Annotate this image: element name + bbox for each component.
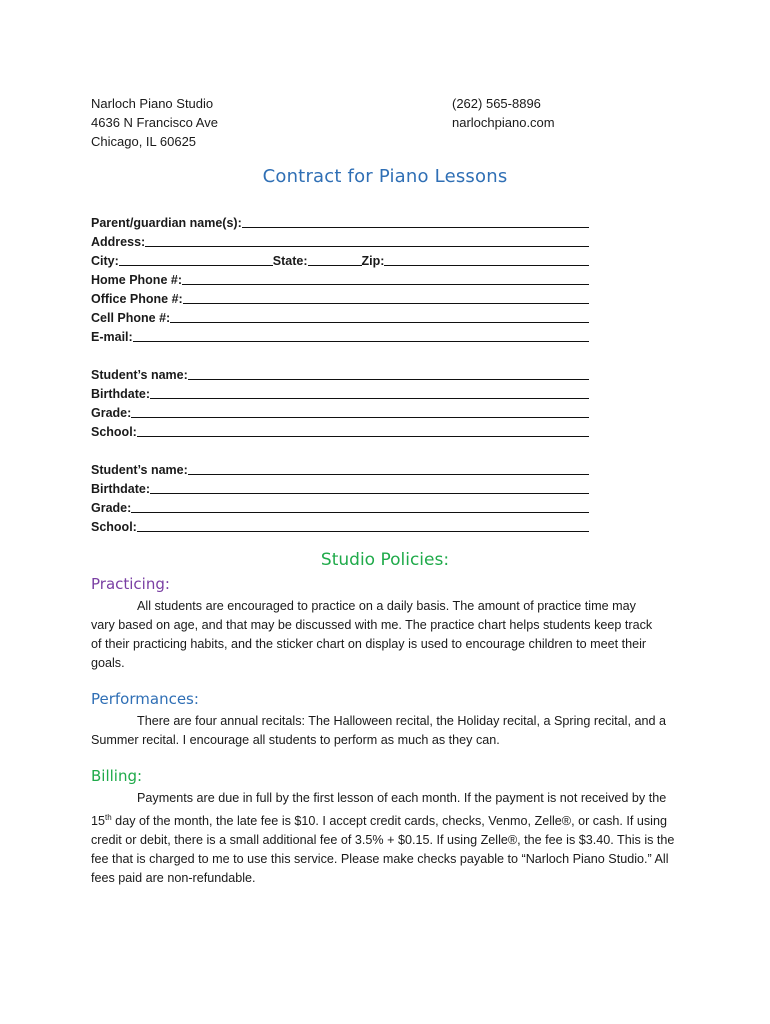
grade-row xyxy=(91,496,589,515)
student-2-form xyxy=(91,458,589,534)
practicing-heading: Practicing: xyxy=(91,575,170,593)
student-name-label: Student’s name: xyxy=(91,368,188,382)
performances-section xyxy=(91,690,681,750)
city-label: City: xyxy=(91,254,119,268)
school-label: School: xyxy=(91,520,137,534)
practicing-body: All students are encouraged to practice on a daily basis. The amount of practice time may vary based on age, and that may be discussed with me. The practice chart helps students keep track of their practicing habits, and the sticker chart on display is used to encourage children to meet their goals. xyxy=(91,599,653,670)
city-state-zip-row xyxy=(91,249,589,268)
billing-section xyxy=(91,767,681,888)
grade-field[interactable] xyxy=(131,403,589,418)
grade-label: Grade: xyxy=(91,406,132,420)
email-row xyxy=(91,325,589,344)
address-label: Address: xyxy=(91,235,146,249)
student-1-form xyxy=(91,363,589,439)
city-field[interactable] xyxy=(119,251,273,266)
birthdate-label: Birthdate: xyxy=(91,482,151,496)
page-title: Contract for Piano Lessons xyxy=(262,166,508,187)
guardian-row xyxy=(91,211,589,230)
birthdate-field[interactable] xyxy=(150,479,589,494)
birthdate-label: Birthdate: xyxy=(91,387,151,401)
email-label: E-mail: xyxy=(91,330,133,344)
zip-label: Zip: xyxy=(361,254,385,268)
home-phone-field[interactable] xyxy=(182,270,589,285)
student-name-row xyxy=(91,458,589,477)
school-row xyxy=(91,420,589,439)
birthdate-field[interactable] xyxy=(150,384,589,399)
studio-city: Chicago, IL 60625 xyxy=(91,134,197,149)
birthdate-row xyxy=(91,382,589,401)
guardian-field[interactable] xyxy=(242,213,589,228)
home-phone-label: Home Phone #: xyxy=(91,273,182,287)
studio-contact-block xyxy=(452,94,555,132)
state-label: State: xyxy=(272,254,308,268)
cell-phone-row xyxy=(91,306,589,325)
office-phone-field[interactable] xyxy=(183,289,589,304)
student-name-field[interactable] xyxy=(188,460,589,475)
office-phone-label: Office Phone #: xyxy=(91,292,183,306)
student-name-field[interactable] xyxy=(188,365,589,380)
parent-info-form xyxy=(91,211,589,344)
email-field[interactable] xyxy=(133,327,589,342)
home-phone-row xyxy=(91,268,589,287)
zip-field[interactable] xyxy=(384,251,589,266)
guardian-label: Parent/guardian name(s): xyxy=(91,216,242,230)
office-phone-row xyxy=(91,287,589,306)
cell-phone-label: Cell Phone #: xyxy=(91,311,171,325)
school-label: School: xyxy=(91,425,137,439)
school-field[interactable] xyxy=(137,517,589,532)
billing-body xyxy=(91,789,687,888)
student-name-label: Student’s name: xyxy=(91,463,188,477)
state-field[interactable] xyxy=(308,251,362,266)
studio-phone: (262) 565-8896 xyxy=(452,96,541,111)
school-row xyxy=(91,515,589,534)
performances-heading: Performances: xyxy=(91,690,199,708)
policies-title: Studio Policies: xyxy=(320,550,450,570)
billing-body-start: Payments are due in full by the first lesson of each month. If the payment is not received by the 15 xyxy=(91,791,667,829)
grade-label: Grade: xyxy=(91,501,132,515)
practicing-section xyxy=(91,575,681,673)
birthdate-row xyxy=(91,477,589,496)
billing-heading: Billing: xyxy=(91,767,143,785)
school-field[interactable] xyxy=(137,422,589,437)
billing-ordinal-suffix: th xyxy=(105,813,112,822)
address-row xyxy=(91,230,589,249)
studio-name: Narloch Piano Studio xyxy=(91,96,214,111)
address-field[interactable] xyxy=(145,232,589,247)
grade-field[interactable] xyxy=(131,498,589,513)
cell-phone-field[interactable] xyxy=(170,308,589,323)
studio-address-block xyxy=(91,94,218,151)
grade-row xyxy=(91,401,589,420)
student-name-row xyxy=(91,363,589,382)
studio-street: 4636 N Francisco Ave xyxy=(91,115,218,130)
billing-body-end: day of the month, the late fee is $10. I accept credit cards, checks, Venmo, Zelle®, or cash. If using credit or debit, there is a small additional fee of 3.5% + $0.15. If using Zelle®, the fee is $3.40. This is the fee that is charged to me to use this service. Please make checks payable to “Narloch Piano Studio.” All fees paid are non-refundable. xyxy=(91,814,675,886)
studio-website: narlochpiano.com xyxy=(452,115,555,130)
performances-body: There are four annual recitals: The Halloween recital, the Holiday recital, a Spring recital, and a Summer recital. I encourage all students to perform as much as they can. xyxy=(91,714,666,747)
